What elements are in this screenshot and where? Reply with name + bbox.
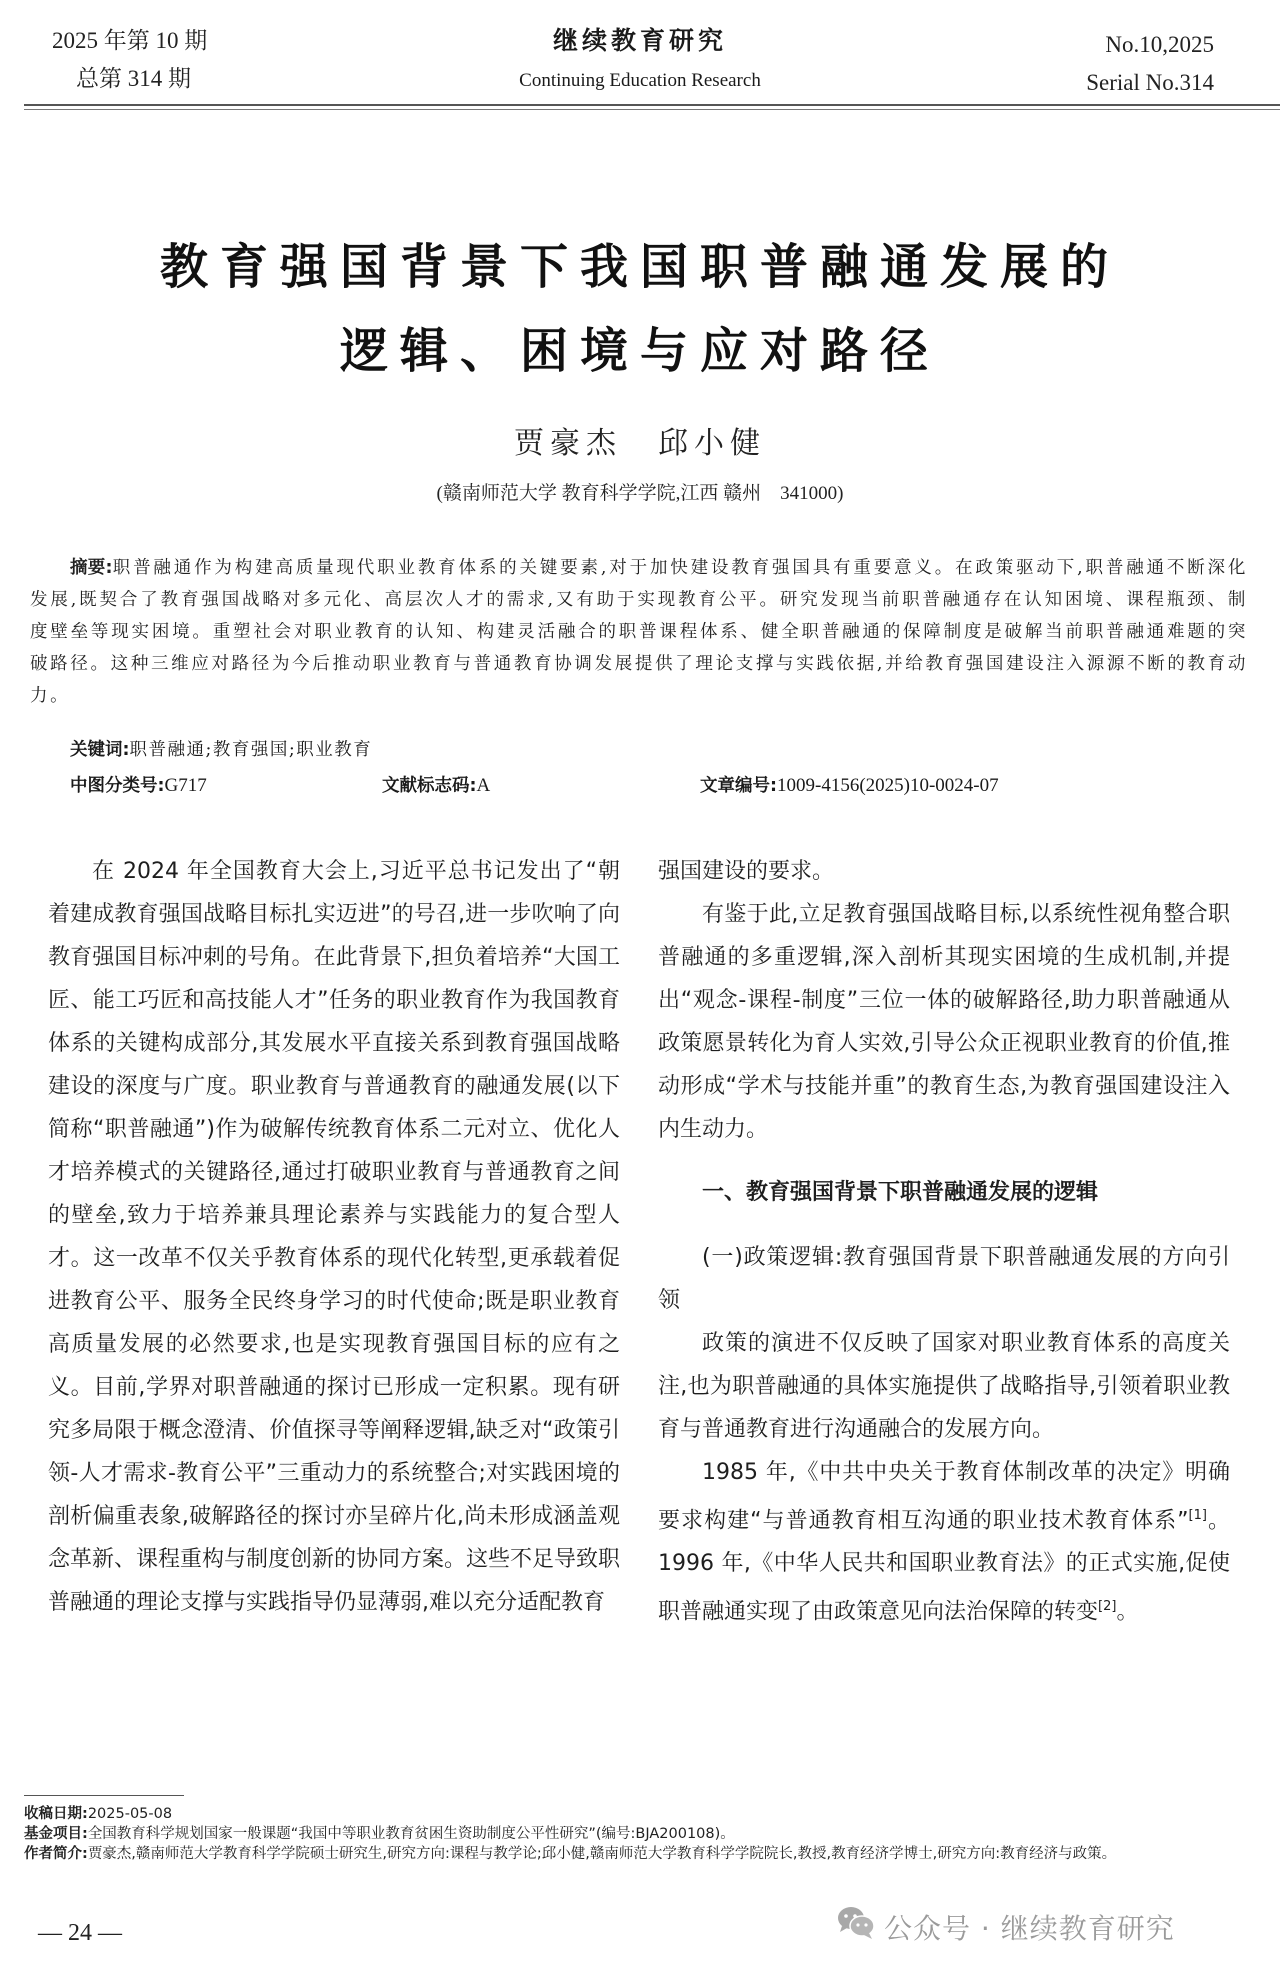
- document-code-label: 文献标志码:: [382, 776, 477, 796]
- abstract-text: 职普融通作为构建高质量现代职业教育体系的关键要素,对于加快建设教育强国具有重要意义。在政策驱动下,职普融通不断深化发展,既契合了教育强国战略对多元化、高层次人才的需求,又有助于实现教育公平。研究发现当前职普融通存在认知困境、课程瓶颈、制度壁垒等现实困境。重塑社会对职业教育的认知、构建灵活融合的职普课程体系、健全职普融通的保障制度是破解当前职普融通难题的突破路径。这种三维应对路径为今后推动职业教育与普通教育协调发展提供了理论支撑与实践依据,并给教育强国建设注入源源不断的教育动力。: [30, 558, 1248, 706]
- body-paragraph: 在 2024 年全国教育大会上,习近平总书记发出了“朝着建成教育强国战略目标扎实迈进”的号召,进一步吹响了向教育强国目标冲刺的号角。在此背景下,担负着培养“大国工匠、能工巧匠和高技能人才”任务的职业教育作为我国教育体系的关键构成部分,其发展水平直接关系到教育强国战略建设的深度与广度。职业教育与普通教育的融通发展(以下简称“职普融通”)作为破解传统教育体系二元对立、优化人才培养模式的关键路径,通过打破职业教育与普通教育之间的壁垒,致力于培养兼具理论素养与实践能力的复合型人才。这一改革不仅关乎教育体系的现代化转型,更承载着促进教育公平、服务全民终身学习的时代使命;既是职业教育高质量发展的必然要求,也是实现教育强国目标的应有之义。目前,学界对职普融通的探讨已形成一定积累。现有研究多局限于概念澄清、价值探寻等阐释逻辑,缺乏对“政策引领-人才需求-教育公平”三重动力的系统整合;对实践困境的剖析偏重表象,破解路径的探讨亦呈碎片化,尚未形成涵盖观念革新、课程重构与制度创新的协同方案。这些不足导致职普融通的理论支撑与实践指导仍显薄弱,难以充分适配教育: [48, 859, 621, 1615]
- section-heading: 一、教育强国背景下职普融通发展的逻辑: [702, 1180, 1099, 1205]
- clc-label: 中图分类号:: [70, 776, 165, 796]
- body-text: 。: [1116, 1599, 1139, 1625]
- body-paragraph: [658, 1451, 1230, 1634]
- keywords-label: 关键词:: [70, 740, 130, 760]
- footnote-received: [24, 1804, 1256, 1824]
- watermark: [836, 1905, 1175, 1948]
- serial-number-cn: 总第 314 期: [76, 66, 191, 91]
- footnote-author: [24, 1844, 1256, 1864]
- article-title-line2: 逻辑、困境与应对路径: [339, 323, 940, 379]
- issue-info-en: [1086, 26, 1214, 102]
- clc-number: [70, 770, 207, 802]
- wechat-icon: [836, 1905, 884, 1948]
- body-text: 1985 年,《中共中央关于教育体制改革的决定》明确要求构建“与普通教育相互沟通的职业技术教育体系”: [658, 1460, 1230, 1534]
- keywords-text: 职普融通;教育强国;职业教育: [129, 740, 373, 760]
- author-bio-label: 作者简介:: [24, 1846, 88, 1862]
- journal-name-cn: 继续教育研究: [552, 26, 727, 55]
- fund-value: 全国教育科学规划国家一般课题“我国中等职业教育贫困生资助制度公平性研究”(编号:BJA200108)。: [87, 1826, 735, 1842]
- issue-number-en: No.10,2025: [1105, 32, 1214, 57]
- fund-label: 基金项目:: [24, 1826, 88, 1842]
- journal-name-en: Continuing Education Research: [519, 70, 761, 91]
- article-title-line1: 教育强国背景下我国职普融通发展的: [159, 239, 1120, 295]
- body-paragraph: 强国建设的要求。: [658, 859, 835, 884]
- author-bio-value: 贾豪杰,赣南师范大学教育科学学院硕士研究生,研究方向:课程与教学论;邱小健,赣南师范大学教育科学学院院长,教授,教育经济学博士,研究方向:教育经济与政策。: [87, 1846, 1117, 1862]
- article-number-label: 文章编号:: [700, 776, 777, 796]
- subsection-heading: (一)政策逻辑:教育强国背景下职普融通发展的方向引领: [658, 1245, 1230, 1313]
- keywords: [70, 734, 372, 766]
- clc-value: G717: [164, 775, 207, 796]
- header-rule-thick: [24, 104, 1280, 106]
- article-number-value: 1009-4156(2025)10-0024-07: [777, 775, 999, 796]
- body-paragraph: 有鉴于此,立足教育强国战略目标,以系统性视角整合职普融通的多重逻辑,深入剖析其现实困境的生成机制,并提出“观念-课程-制度”三位一体的破解路径,助力职普融通从政策愿景转化为育人实效,引导公众正视职业教育的价值,推动形成“学术与技能并重”的教育生态,为教育强国建设注入内生动力。: [658, 902, 1230, 1142]
- received-label: 收稿日期:: [24, 1806, 88, 1822]
- abstract: [30, 552, 1248, 712]
- issue-number-cn: 2025 年第 10 期: [52, 28, 208, 53]
- footnote-rule: [24, 1795, 184, 1796]
- body-text: 。1996 年,《中华人民共和国职业教育法》的正式实施,促使职普融通实现了由政策意见向法治保障的转变: [658, 1508, 1230, 1625]
- watermark-text: 公众号 · 继续教育研究: [884, 1911, 1175, 1945]
- body-column-left: [48, 850, 620, 1624]
- document-code-value: A: [476, 775, 491, 796]
- citation-ref-2[interactable]: [2]: [1098, 1599, 1117, 1615]
- page-number: — 24 —: [38, 1920, 122, 1946]
- footnotes: [24, 1804, 1256, 1864]
- citation-ref-1[interactable]: [1]: [1188, 1508, 1207, 1523]
- header-rule-thin: [24, 109, 1280, 110]
- body-paragraph: 政策的演进不仅反映了国家对职业教育体系的高度关注,也为职普融通的具体实施提供了战略指导,引领着职业教育与普通教育进行沟通融合的发展方向。: [658, 1331, 1230, 1442]
- author-affiliation: (赣南师范大学 教育科学学院,江西 赣州 341000): [436, 483, 844, 504]
- received-value: 2025-05-08: [87, 1806, 173, 1822]
- serial-number-en: Serial No.314: [1086, 70, 1214, 95]
- body-column-right: [658, 850, 1230, 1634]
- document-code: [382, 770, 490, 802]
- footnote-fund: [24, 1824, 1256, 1844]
- article-authors: 贾豪杰 邱小健: [514, 426, 766, 461]
- article-number: [700, 770, 999, 802]
- abstract-label: 摘要:: [70, 558, 113, 578]
